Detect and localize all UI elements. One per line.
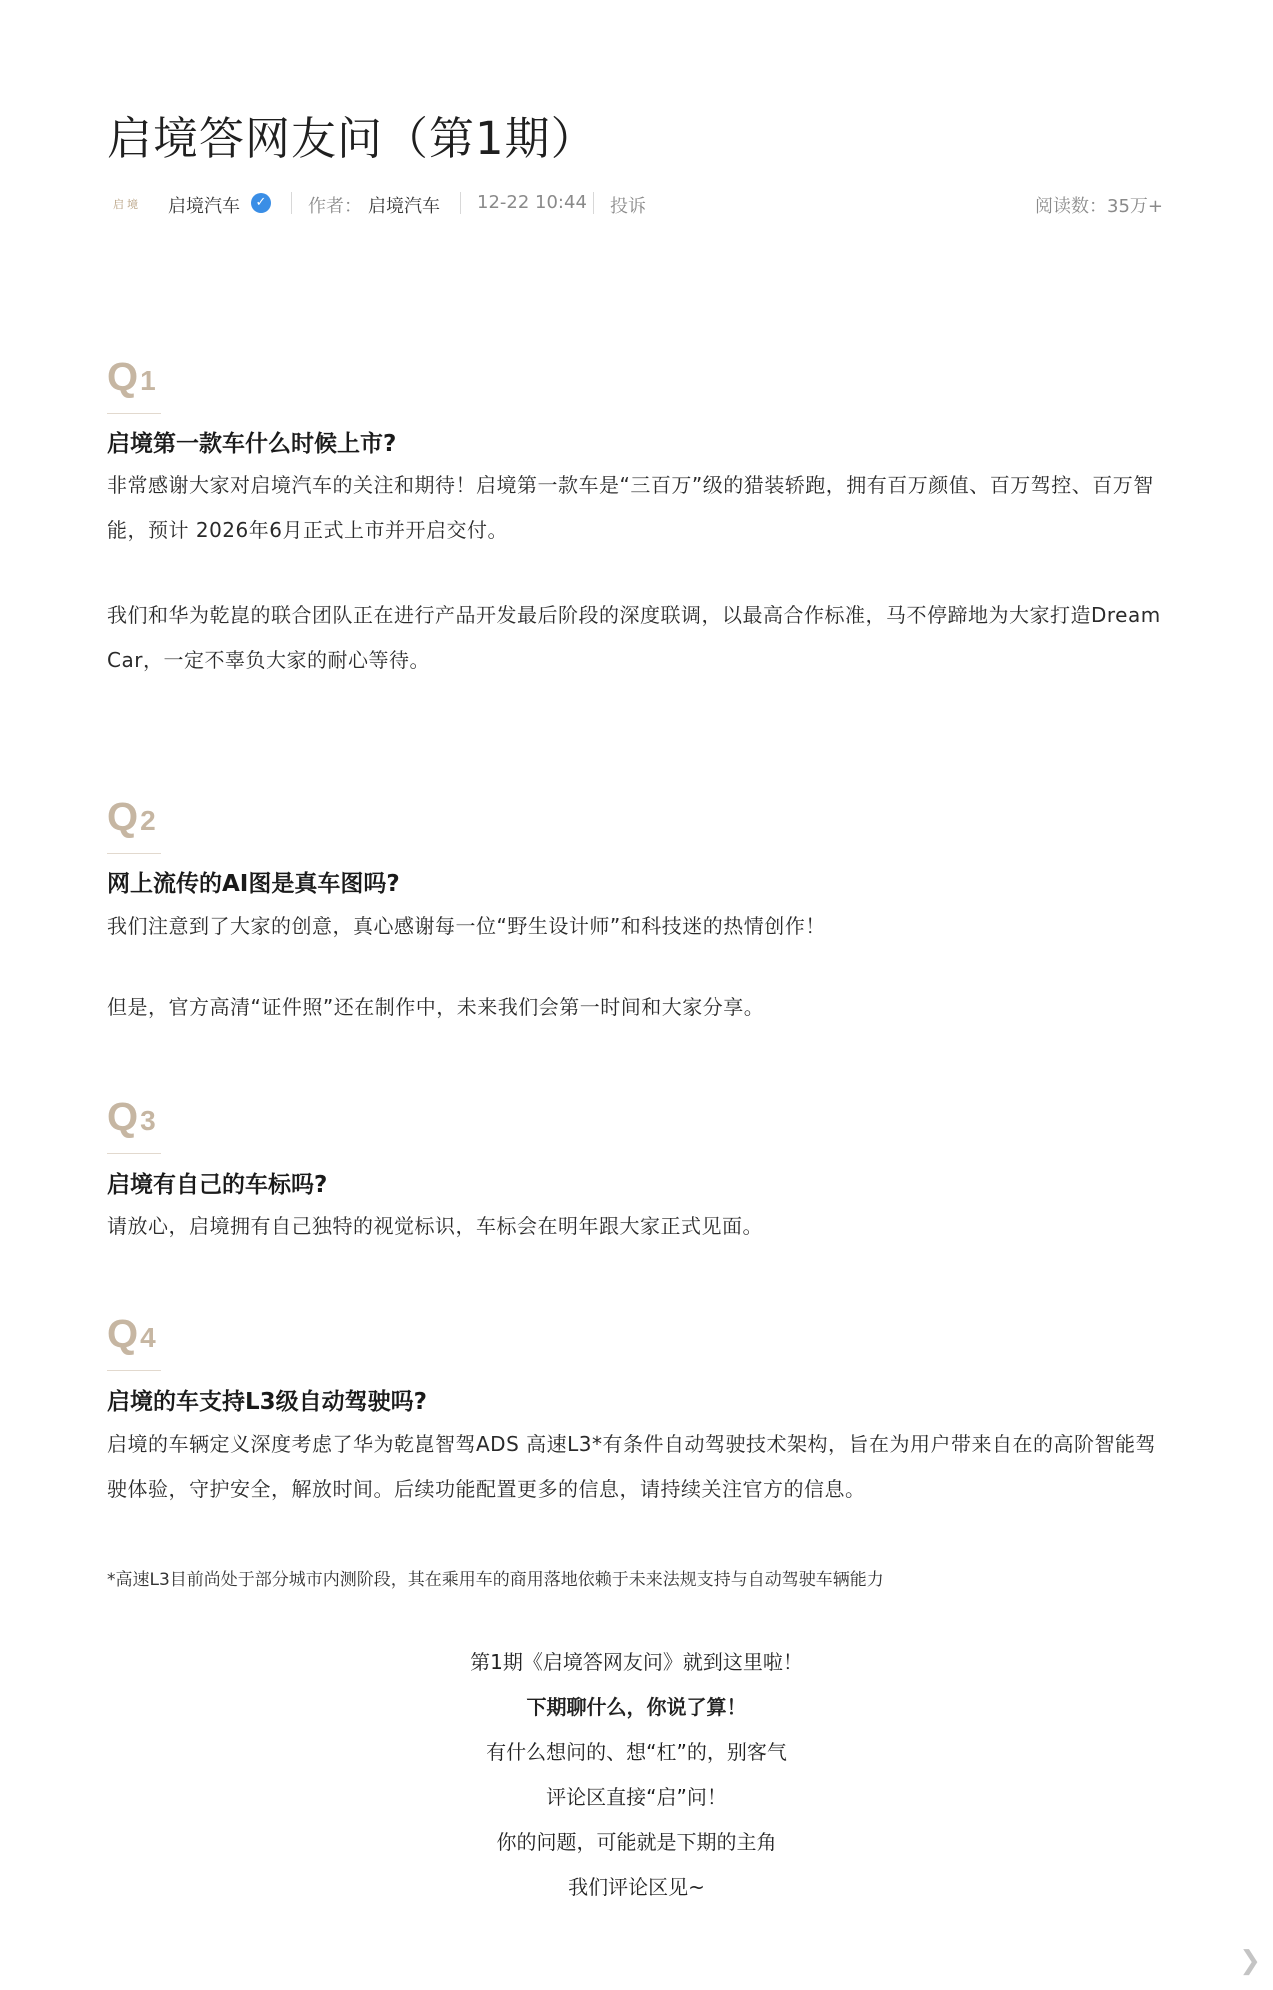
author-name-link[interactable]: 启境汽车 [368,196,440,217]
answer-paragraph: 我们和华为乾崑的联合团队正在进行产品开发最后阶段的深度联调，以最高合作标准，马不停蹄地为大家打造Dream Car，一定不辜负大家的耐心等待。 [107,603,1161,672]
question-number-3: Q3 [107,1095,156,1139]
question-divider [107,1370,161,1371]
verified-icon: ✓ [251,193,271,213]
question-divider [107,413,161,414]
question-number-2: Q2 [107,795,156,839]
answer-paragraph: 我们注意到了大家的创意，真心感谢每一位“野生设计师”和科技迷的热情创作！ [107,914,826,938]
question-divider [107,1153,161,1154]
answer-paragraph: 但是，官方高清“证件照”还在制作中，未来我们会第一时间和大家分享。 [107,995,765,1019]
closing-line: 下期聊什么，你说了算！ [526,1695,747,1719]
meta-divider [593,192,594,214]
question-divider [107,853,161,854]
closing-line: 有什么想问的、想“杠”的，别客气 [486,1740,787,1764]
author-label: 作者： [308,196,362,217]
answer-paragraph: 启境的车辆定义深度考虑了华为乾崑智驾ADS 高速L3*有条件自动驾驶技术架构，旨在为用户带来自在的高阶智能驾驶体验，守护安全，解放时间。后续功能配置更多的信息，请持续关注官方的信息。 [107,1432,1157,1501]
question-title-4: 启境的车支持L3级自动驾驶吗? [107,1389,428,1415]
closing-line: 第1期《启境答网友问》就到这里啦！ [470,1650,803,1674]
read-count: 阅读数：35万+ [1035,196,1163,217]
answer-paragraph: 请放心，启境拥有自己独特的视觉标识，车标会在明年跟大家正式见面。 [107,1214,763,1238]
question-title-2: 网上流传的AI图是真车图吗? [107,871,400,897]
publish-time: 12-22 10:44 [477,192,587,213]
question-number-4: Q4 [107,1312,156,1356]
footnote: *高速L3目前尚处于部分城市内测阶段，其在乘用车的商用落地依赖于未来法规支持与自动驾驶车辆能力 [107,1570,884,1590]
question-number-1: Q1 [107,355,156,399]
meta-divider [460,192,461,214]
answer-paragraph: 非常感谢大家对启境汽车的关注和期待！启境第一款车是“三百万”级的猎装轿跑，拥有百万颜值、百万驾控、百万智能，预计 2026年6月正式上市并开启交付。 [107,473,1154,542]
article-title: 启境答网友问（第1期） [107,112,597,165]
question-title-1: 启境第一款车什么时候上市? [107,431,397,457]
closing-line: 评论区直接“启”问！ [546,1785,727,1809]
expand-chevron-icon[interactable]: ❯ [1239,1946,1261,1976]
account-logo[interactable]: 启境 [113,198,141,211]
question-title-3: 启境有自己的车标吗? [107,1172,328,1198]
account-name-link[interactable]: 启境汽车 [168,196,240,217]
closing-line: 你的问题，可能就是下期的主角 [496,1830,777,1854]
report-link[interactable]: 投诉 [610,196,646,217]
closing-line: 我们评论区见~ [568,1875,705,1899]
meta-divider [291,192,292,214]
article-meta [113,190,1163,218]
closing-message [0,1640,1273,1910]
